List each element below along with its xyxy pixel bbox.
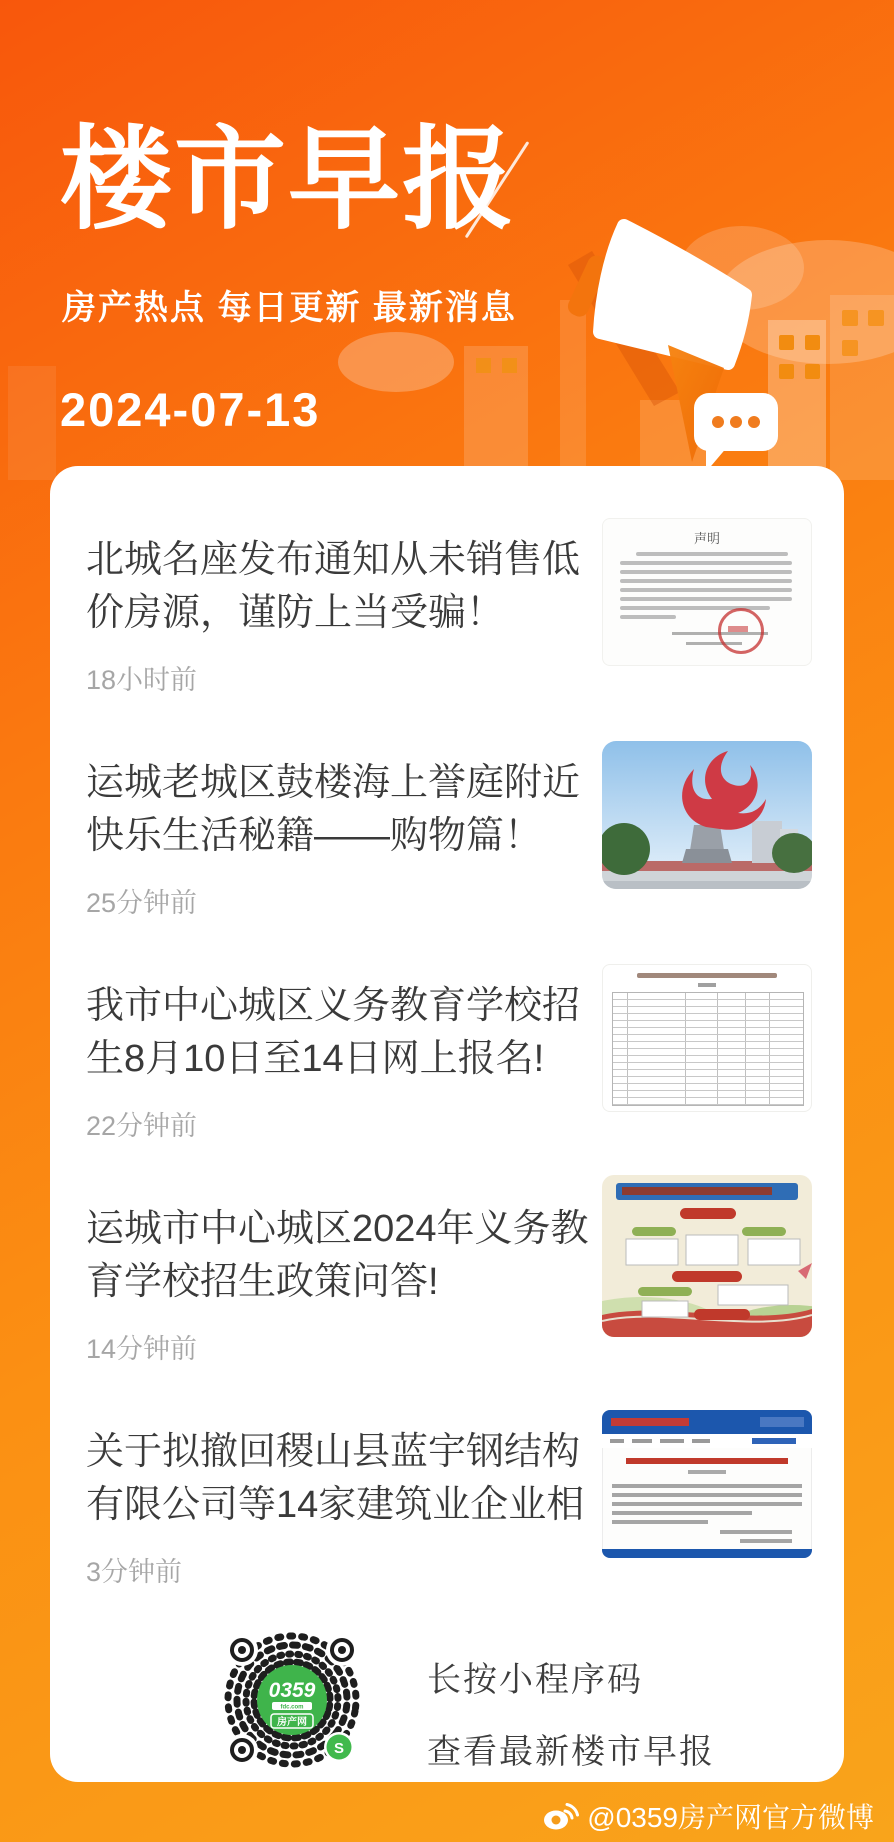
notice-title-bar <box>626 1458 788 1464</box>
news-title: 运城市中心城区2024年义务教育学校招生政策问答! <box>86 1208 589 1303</box>
chat-bubble-icon <box>694 393 778 472</box>
miniprogram-qr-code[interactable] <box>222 1630 362 1770</box>
weibo-watermark <box>543 1796 874 1836</box>
red-seal <box>718 608 764 654</box>
building-left <box>464 346 528 480</box>
news-title: 北城名座发布通知从未销售低价房源，谨防上当受骗！ <box>86 539 581 634</box>
building-far-left <box>8 366 56 480</box>
building-far-right <box>830 295 894 480</box>
qr-number: 0359 <box>268 1679 316 1702</box>
news-thumbnail-declaration-document <box>602 518 812 666</box>
qr-name: 房产网 <box>277 1717 307 1728</box>
news-thumbnail-enrollment-table <box>602 964 812 1112</box>
news-thumbnail-policy-infographic <box>602 1175 812 1337</box>
news-item-4[interactable] <box>86 1187 808 1399</box>
news-timestamp: 14分钟前 <box>86 1334 198 1364</box>
page-subtitle: 房产热点 每日更新 最新消息 <box>62 289 517 327</box>
page-title: 楼市早报 <box>60 117 516 242</box>
weibo-icon <box>543 1801 579 1831</box>
weibo-handle: @0359房产网官方微博 <box>587 1802 874 1833</box>
school-table-grid <box>612 992 804 1106</box>
qr-instruction-line2: 查看最新楼市早报 <box>427 1733 715 1771</box>
news-title: 运城老城区鼓楼海上誉庭附近快乐生活秘籍——购物篇！ <box>86 762 581 857</box>
news-item-5[interactable] <box>86 1410 808 1622</box>
report-date: 2024-07-13 <box>60 383 321 436</box>
news-timestamp: 25分钟前 <box>86 888 198 918</box>
qr-domain: fdc.com <box>280 1704 304 1711</box>
news-timestamp: 3分钟前 <box>86 1557 183 1587</box>
news-thumbnail-notice-webpage <box>602 1410 812 1558</box>
news-item-3[interactable] <box>86 964 808 1176</box>
news-card <box>50 466 844 1782</box>
building-thin <box>560 300 586 480</box>
header-illustration <box>0 150 894 480</box>
news-title: 关于拟撤回稷山县蓝宇钢结构有限公司等14家建筑业企业相 <box>86 1431 585 1526</box>
news-thumbnail-sculpture-photo <box>602 741 812 889</box>
news-timestamp: 18小时前 <box>86 665 198 695</box>
qr-instruction-line1: 长按小程序码 <box>427 1661 643 1699</box>
svg-text:S: S <box>333 1740 345 1757</box>
news-timestamp: 22分钟前 <box>86 1111 198 1141</box>
declaration-title: 声明 <box>693 531 720 546</box>
footer-strip <box>0 1782 894 1842</box>
cloud-mid <box>338 332 454 392</box>
news-item-1[interactable] <box>86 518 808 730</box>
news-title: 我市中心城区义务教育学校招生8月10日至14日网上报名! <box>86 985 581 1080</box>
news-item-2[interactable] <box>86 741 808 953</box>
